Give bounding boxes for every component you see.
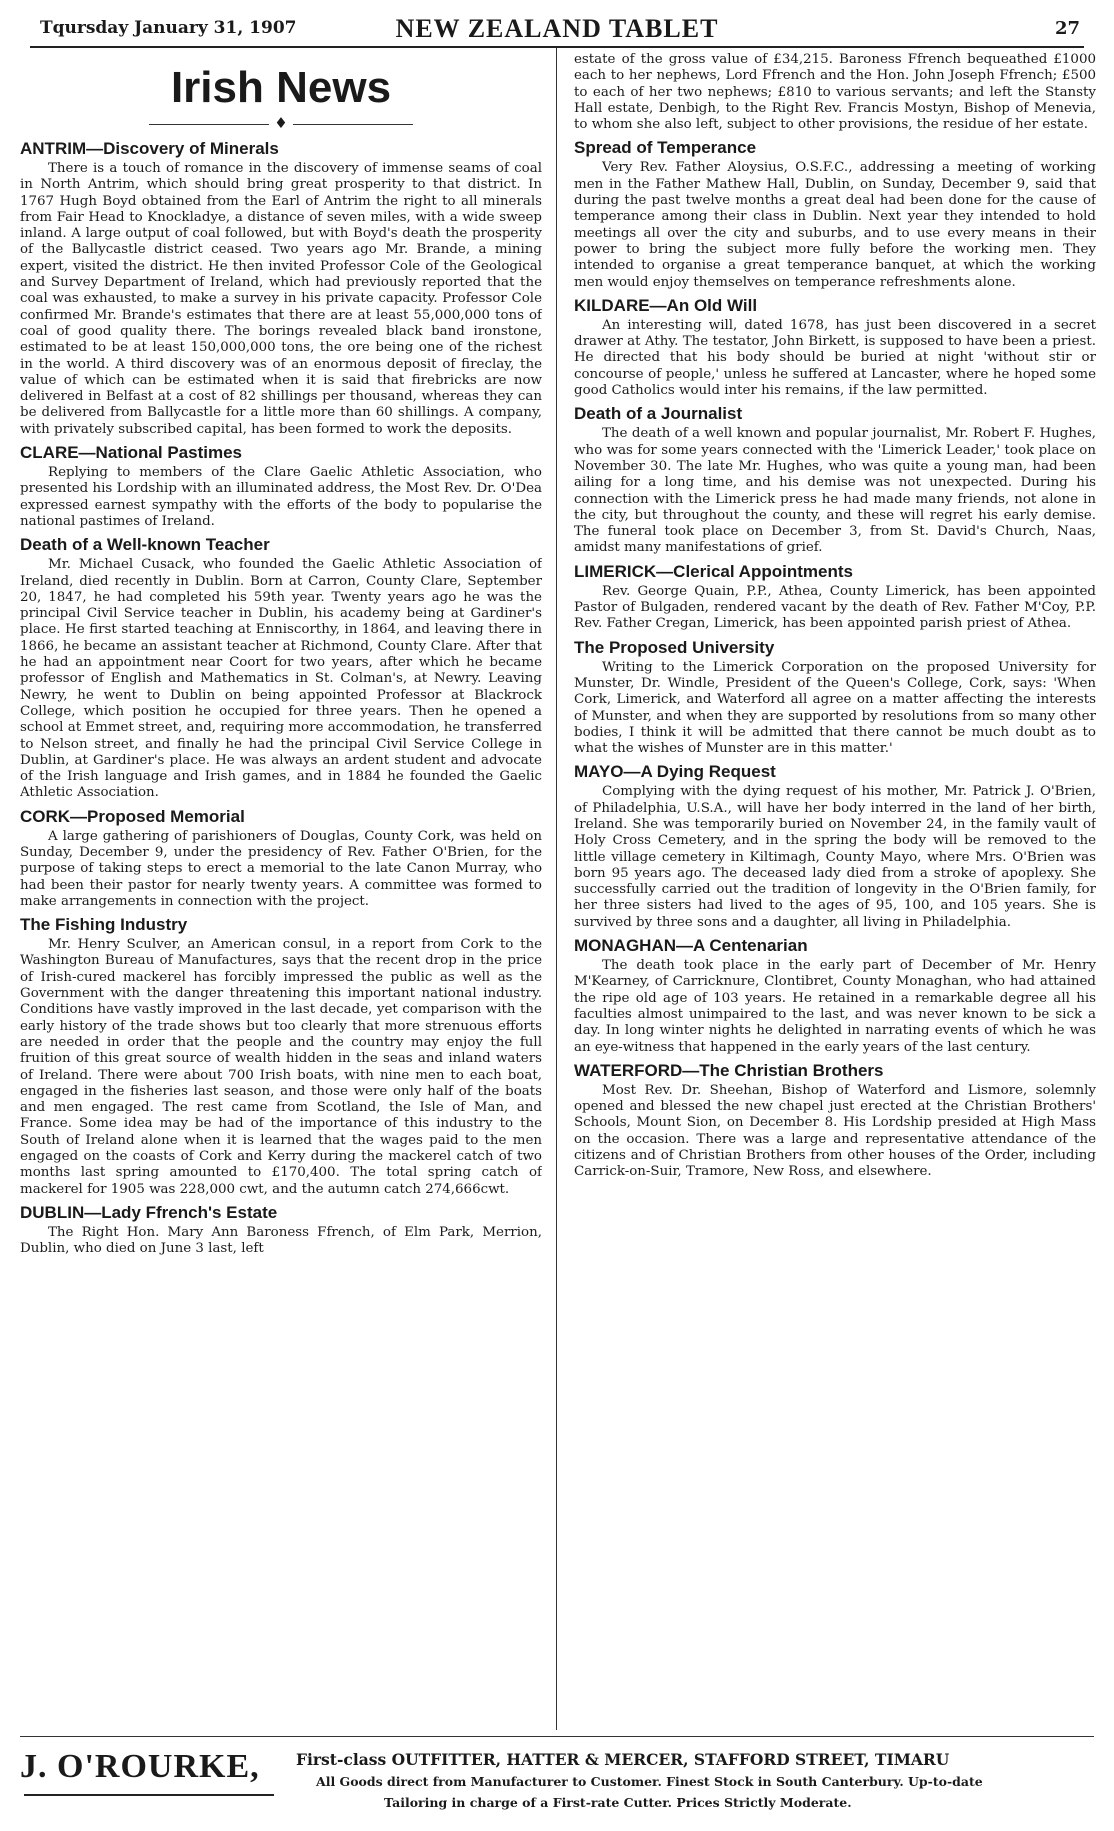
article-body: Very Rev. Father Aloysius, O.S.F.C., addressing a meeting of working men in the Father Mathew Hall, Dublin, on Sunday, December 9, said that during the past twelve months a great deal had been done for the cause of temperance among their class in Dublin. Next year they intended to hold meetings all over the city and suburbs, and to use every means in their power to bring the subject more fully before the working men. They intended to organise a great temperance banquet, at which the working men would enjoy themselves on temperance refreshments alone.: [574, 160, 1096, 290]
advert-line-2: All Goods direct from Manufacturer to Customer. Finest Stock in South Canterbury. Up-to-date: [316, 1774, 983, 1789]
page-header: [30, 12, 1084, 46]
right-column: [574, 52, 1096, 1730]
article-body: There is a touch of romance in the discovery of immense seams of coal in North Antrim, which should bring great prosperity to that district. In 1767 Hugh Boyd obtained from the Earl of Antrim the right to all minerals from Fair Head to Knockladye, a distance of seven miles, with a wide sweep inland. A large output of coal followed, but with Boyd's death the prosperity of the Ballycastle district ceased. Two years ago Mr. Brande, a mining expert, visited the district. He then invited Professor Cole of the Geological and Survey Department of Ireland, which had previously reported that the coal was exhausted, to make a survey in his private capacity. Professor Cole confirmed Mr. Brande's estimates that there are at least 55,000,000 tons of coal of good quality there. The borings revealed black band ironstone, estimated to be at least 150,000,000 tons, the ore being one of the richest in the world. A third discovery was of an enormous deposit of fireclay, the value of which can be estimated when it is said that firebricks are now delivered in Belfast at a cost of 82 shillings per thousand, whereas they can be delivered from Ballycastle for a little more than 60 shillings. A company, with privately subscribed capital, has been formed to work the deposits.: [20, 161, 542, 437]
issue-date: Tqursday January 31, 1907: [40, 18, 297, 38]
article-heading: CLARE—National Pastimes: [20, 443, 242, 463]
article-heading: Spread of Temperance: [574, 138, 757, 158]
article-body: Complying with the dying request of his mother, Mr. Patrick J. O'Brien, of Philadelphia, U.S.A., will have her body interred in the land of her birth, Ireland. She was temporarily buried on November 24, in the family vault of Holy Cross Cemetery, and in the spring the body will be removed to the little village cemetery in Kiltimagh, County Mayo, where Mrs. O'Brien was born 95 years ago. The deceased lady died from a stroke of apoplexy. She successfully carried out the tradition of longevity in the O'Brien family, for her three sisters had lived to the ages of 95, 100, and 105 years. She is survived by three sons and a daughter, all living in Philadelphia.: [574, 784, 1096, 930]
article-heading: WATERFORD—The Christian Brothers: [574, 1060, 884, 1080]
article-heading: The Proposed University: [574, 637, 775, 657]
article-heading: CORK—Proposed Memorial: [20, 806, 245, 826]
article-heading: MAYO—A Dying Request: [574, 762, 776, 782]
header-rule: [30, 46, 1084, 48]
left-column: [20, 52, 542, 1730]
article-mayo: [574, 761, 1096, 931]
article-body: Most Rev. Dr. Sheehan, Bishop of Waterford and Lismore, solemnly opened and blessed the new chapel just erected at the Christian Brothers' Schools, Mount Sion, on December 8. His Lordship presided at High Mass on the occasion. There was a large and representative attendance of the citizens and of Christian Brothers from other houses of the Order, including Carrick-on-Suir, Tramore, New Ross, and elsewhere.: [574, 1082, 1096, 1180]
ornament-rule-left: [149, 124, 269, 125]
article-body: The Right Hon. Mary Ann Baroness Ffrench, of Elm Park, Merrion, Dublin, who died on June 3 last, left: [20, 1224, 542, 1257]
advertiser-name: J. O'ROURKE,: [20, 1748, 260, 1785]
page-title: Irish News: [170, 63, 392, 112]
advertiser-underline: [24, 1794, 274, 1796]
article-cork: [20, 806, 542, 910]
article-body: Replying to members of the Clare Gaelic Athletic Association, who presented his Lordship with an illuminated address, the Most Rev. Dr. O'Dea expressed earnest sympathy with the efforts of the body to popularise the national pastimes of Ireland.: [20, 465, 542, 529]
article-body: Mr. Henry Sculver, an American consul, in a report from Cork to the Washington Bureau of Manufactures, says that the recent drop in the price of Irish-cured mackerel has forcibly impressed the public as well as the Government with the danger threatening this important national industry. Conditions have vastly improved in the last decade, yet comparison with the early history of the trade shows but too clearly that more strenuous efforts are needed in order that the people and the country may enjoy the full fruition of this great source of wealth hidden in the seas and inland waters of Ireland. There were about 700 Irish boats, with nine men to each boat, engaged in the fisheries last season, and those were only half of the boats and men engaged. The rest came from Scotland, the Isle of Man, and France. Some idea may be had of the importance of this industry to the South of Ireland alone when it is learned that the wages paid to the men engaged on the coasts of Cork and Kerry during the mackerel catch of two months last spring amounted to £170,400. The total spring catch of mackerel for 1905 was 228,000 cwt, and the autumn catch 274,666cwt.: [20, 937, 542, 1197]
article-heading: Death of a Well-known Teacher: [20, 535, 270, 555]
article-temperance: [574, 137, 1096, 290]
footer-rule: [20, 1736, 1094, 1737]
title-ornament: [20, 114, 542, 132]
article-body: The death of a well known and popular journalist, Mr. Robert F. Hughes, who was for some years connected with the 'Limerick Leader,' took place on November 30. The late Mr. Hughes, who was quite a young man, had been ailing for a long time, and his demise was not unexpected. During his connection with the Limerick press he had made many friends, not alone in the city, but throughout the county, and these will regret his early demise. The funeral took place on December 3, from St. David's Church, Naas, amidst many manifestations of grief.: [574, 426, 1096, 556]
article-heading: ANTRIM—Discovery of Minerals: [20, 139, 279, 158]
article-university: [574, 637, 1096, 758]
advertisement: [20, 1740, 1094, 1822]
article-heading: Death of a Journalist: [574, 404, 743, 424]
article-limerick: [574, 561, 1096, 633]
article-kildare: [574, 295, 1096, 399]
article-heading: MONAGHAN—A Centenarian: [574, 936, 808, 956]
ornament-rule-right: [293, 124, 413, 125]
article-heading: KILDARE—An Old Will: [574, 295, 758, 315]
article-teacher: [20, 534, 542, 801]
article-continuation: estate of the gross value of £34,215. Baroness Ffrench bequeathed £1000 each to her nephews, Lord Ffrench and the Hon. John Joseph Ffrench; £500 to each of her two nephews; £810 to various servants; and left the Stansty Hall estate, Denbigh, to the Right Rev. Francis Mostyn, Bishop of Menevia, to whom she also left, subject to other provisions, the residue of her estate.: [574, 52, 1096, 133]
article-heading: DUBLIN—Lady Ffrench's Estate: [20, 1202, 278, 1222]
article-heading: The Fishing Industry: [20, 915, 188, 935]
article-heading: LIMERICK—Clerical Appointments: [574, 561, 853, 581]
column-divider: [556, 48, 557, 1730]
article-body: The death took place in the early part of December of Mr. Henry M'Kearney, of Carricknure, Clontibret, County Monaghan, who had attained the ripe old age of 103 years. He retained in a remarkable degree all his faculties almost unimpaired to the last, and was never known to be sick a day. In long winter nights he delighted in narrating events of which he was an eye-witness that happened in the early years of the last century.: [574, 958, 1096, 1055]
article-body: Mr. Michael Cusack, who founded the Gaelic Athletic Association of Ireland, died recently in Dublin. Born at Carron, County Clare, September 20, 1847, he had completed his 59th year. Twenty years ago he was the principal Civil Service teacher in Dublin, his academy being at Gardiner's place. He first started teaching at Enniscorthy, in 1864, and leaving there in 1866, he became an assistant teacher at Richmond, County Clare. After that he had an appointment near Coort for two years, after which he became professor of English and Mathematics in St. Colman's, at Newry. Leaving Newry, he went to Dublin on being appointed Professor at Blackrock College, which position he occupied for three years. Then he opened a school at Emmet street, and, requiring more accommodation, he transferred to Nelson street, and finally he had the principal Civil Service College in Dublin, at Gardiner's place. He was always an ardent student and advocate of the Irish language and Irish games, and in 1884 he founded the Gaelic Athletic Association.: [20, 557, 542, 801]
advert-line-3: Tailoring in charge of a First-rate Cutter. Prices Strictly Moderate.: [384, 1795, 852, 1810]
article-clare: [20, 442, 542, 530]
article-body: Rev. George Quain, P.P., Athea, County Limerick, has been appointed Pastor of Bulgaden, rendered vacant by the death of Rev. Father M'Coy, P.P. Rev. Father Cregan, Limerick, has been appointed parish priest of Athea.: [574, 583, 1096, 632]
masthead: NEW ZEALAND TABLET: [395, 14, 719, 43]
article-journalist: [574, 403, 1096, 556]
article-waterford: [574, 1060, 1096, 1181]
article-body: An interesting will, dated 1678, has just been discovered in a secret drawer at Athy. The testator, John Birkett, is supposed to have been a priest. He directed that his body should be buried at night 'without stir or concourse of people,' unless he suffered at Lancaster, where he hoped some good Catholics would inter his remains, if the law permitted.: [574, 317, 1096, 399]
page-number: 27: [1054, 18, 1080, 39]
article-dublin: [20, 1202, 542, 1258]
article-fishing: [20, 914, 542, 1198]
article-monaghan: [574, 935, 1096, 1056]
article-body: Writing to the Limerick Corporation on the proposed University for Munster, Dr. Windle, President of the Queen's College, Cork, says: 'When Cork, Limerick, and Waterford all agree on a matter affecting the interests of Munster, and when they are supported by resolutions from so many other bodies, I think it will be admitted that there cannot be much doubt as to what the wishes of Munster are in this matter.': [574, 659, 1096, 757]
article-antrim: [20, 138, 542, 438]
diamond-icon: ♦: [274, 114, 288, 132]
advert-line-1: First-class OUTFITTER, HATTER & MERCER, STAFFORD STREET, TIMARU: [296, 1750, 950, 1769]
article-body: A large gathering of parishioners of Douglas, County Cork, was held on Sunday, December 9, under the presidency of Rev. Father O'Brien, for the purpose of taking steps to erect a memorial to the late Canon Murray, who had been their pastor for nearly twenty years. A committee was formed to make arrangements in connection with the project.: [20, 828, 542, 909]
